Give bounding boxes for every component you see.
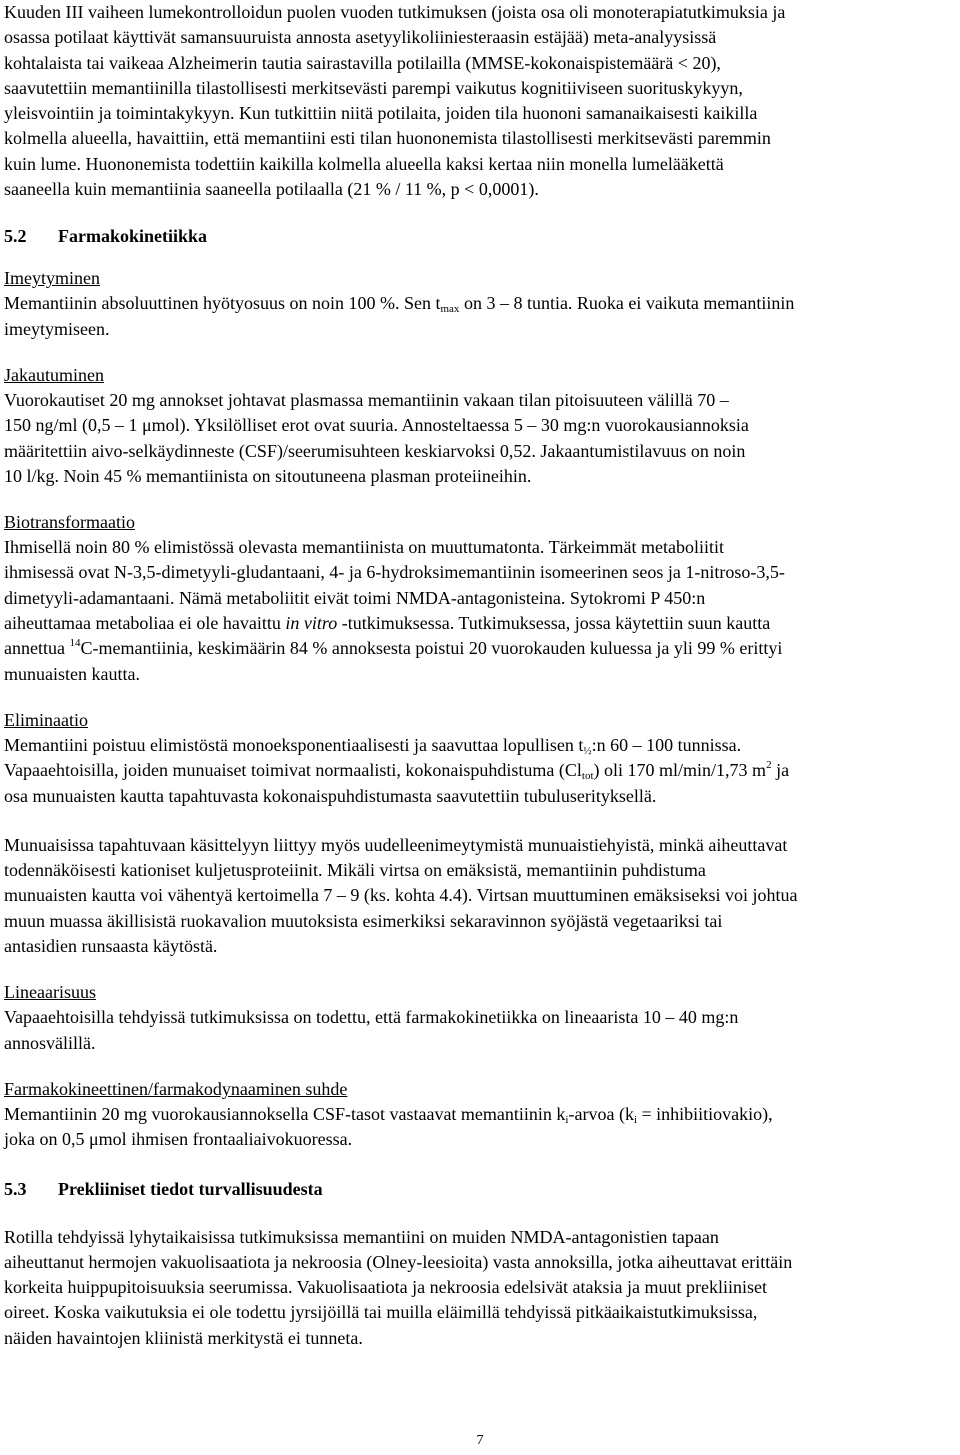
text-line: todennäköisesti kationiset kuljetusproteiinit. Mikäli virtsa on emäksistä, memantiinin puhdistuma [4, 860, 706, 881]
text-line: joka on 0,5 μmol ihmisen frontaaliaivokuoressa. [4, 1129, 353, 1150]
text-line: osa munuaisten kautta tapahtuvasta kokonaispuhdistumasta saavutettiin tubuluserityksellä. [4, 785, 657, 806]
subheading-absorption: Imeytyminen [4, 268, 100, 289]
text-line: Memantiinin 20 mg vuorokausiannoksella CSF-tasot vastaavat memantiinin $k_i$-arvoa ($k_i$ = inhibiitiovakio), [4, 1103, 773, 1126]
intro-paragraph [4, 0, 956, 202]
text-line: aiheuttanut hermojen vakuolisaatiota ja nekroosia (Olney-leesioita) vasta annoksilla, jotka aiheuttavat erittäin [4, 1251, 793, 1272]
text-line: Vuorokautiset 20 mg annokset johtavat plasmassa memantiinin vakaan tilan pitoisuuteen välillä 70 – [4, 389, 729, 410]
text-line: Memantiinin absoluuttinen hyötyosuus on noin 100 %. Sen $t_{max}$ on 3 – 8 tuntia. Ruoka ei vaikuta memantiinin [4, 293, 795, 316]
text-line: annettua $^{14}$C-memantiinia, keskimäärin 84 % annoksesta poistui 20 vuorokauden kuluessa ja yli 99 % erittyi [4, 637, 783, 659]
subheading-elimination: Eliminaatio [4, 709, 88, 730]
text-line: munuaisten kautta voi vähentyä kertoimella 7 – 9 (ks. kohta 4.4). Virtsan muuttuminen emäksiseksi voi johtua [4, 885, 798, 906]
text-line: korkeita huippupitoisuuksia seerumissa. Vakuolisaatiota ja nekroosia edelsivät ataksia ja muut prekliiniset [4, 1277, 767, 1298]
text-line: Memantiini poistuu elimistöstä monoeksponentiaalisesti ja saavuttaa lopullisen $t_{\frac{1}{2}}:n$ 60 – 100 tunnissa. [4, 734, 742, 757]
page-number: 7 [476, 1433, 484, 1448]
text-line: antasidien runsaasta käytöstä. [4, 936, 218, 957]
subheading-biotransformation: Biotransformaatio [4, 512, 135, 533]
text-line: aiheuttamaa metaboliaa ei ole havaittu in vitro -tutkimuksessa. Tutkimuksessa, jossa käytettiin suun kautta [4, 613, 771, 634]
text-line: Rotilla tehdyissä lyhytaikaisissa tutkimuksissa memantiini on muiden NMDA-antagonistien tapaan [4, 1226, 719, 1247]
text-line: Ihmisellä noin 80 % elimistössä olevasta memantiinista on muuttumatonta. Tärkeimmät metaboliitit [4, 537, 725, 558]
text-line: munuaisten kautta. [4, 663, 140, 684]
text-line: yleisvointiin ja toimintakykyyn. Kun tutkittiin niitä potilaita, joiden tila huononi samanaikaisesti kaikilla [4, 103, 758, 124]
text-line: ihmisessä ovat N-3,5-dimetyyli-gludantaani, 4- ja 6-hydroksimemantiinin isomeerinen seos ja 1-nitroso-3,5- [4, 562, 785, 583]
text-line: kuin lume. Huononemista todettiin kaikilla kolmella alueella kaksi kertaa niin monella lumelääkettä [4, 153, 724, 174]
section-heading-5-3 [4, 1177, 956, 1202]
text-line: Vapaaehtoisilla tehdyissä tutkimuksissa on todettu, että farmakokinetiikka on lineaarista 10 – 40 mg:n [4, 1007, 739, 1028]
section-title: Prekliiniset tiedot turvallisuudesta [58, 1178, 323, 1199]
text-line: muun muassa äkillisistä ruokavalion muutoksista esimerkiksi sekaravinnon syöjästä vegetaariksi tai [4, 910, 723, 931]
text-line: kolmella alueella, havaittiin, että memantiini esti tilan huononemista tilastollisesti merkitsevästi paremmin [4, 128, 771, 149]
text-line: dimetyyli-adamantaani. Nämä metaboliitit eivät toimi NMDA-antagonisteina. Sytokromi P 450:n [4, 587, 706, 608]
text-line: imeytymiseen. [4, 318, 110, 339]
text-line: kohtalaista tai vaikeaa Alzheimerin tautia sairastavilla potilailla (MMSE-kokonaispistemäärä < 20), [4, 52, 721, 73]
text-line: Kuuden III vaiheen lumekontrolloidun puolen vuoden tutkimuksen (joista osa oli monoterapiatutkimuksia ja [4, 2, 786, 22]
document-page [4, 0, 956, 1351]
text-line: osassa potilaat käyttivät samansuuruista annosta asetyylikoliiniesteraasin estäjää) meta-analyysissä [4, 27, 717, 48]
section-number: 5.3 [4, 1178, 27, 1199]
text-line: saavutettiin memantiinilla tilastollisesti merkitsevästi parempi vaikutus kognitiiviseen suorituskykyyn, [4, 77, 743, 98]
subheading-pk-pd: Farmakokineettinen/farmakodynaaminen suhde [4, 1078, 348, 1099]
section-number: 5.2 [4, 226, 27, 247]
text-line: määritettiin aivo-selkäydinneste (CSF)/seerumisuhteen keskiarvoksi 0,52. Jakaantumistilavuus on noin [4, 440, 746, 461]
text-line: saaneella kuin memantiinia saaneella potilaalla (21 % / 11 %, p < 0,0001). [4, 179, 539, 200]
subheading-linearity: Lineaarisuus [4, 982, 96, 1003]
subheading-distribution: Jakautuminen [4, 364, 104, 385]
text-line: näiden havaintojen kliinistä merkitystä ei tunneta. [4, 1327, 363, 1348]
text-line: Vapaaehtoisilla, joiden munuaiset toimivat normaalisti, kokonaispuhdistuma $(Cl_{tot})$ oli 170 ml/min/1,73 $m^2$ ja [4, 759, 790, 783]
text-line: annosvälillä. [4, 1032, 96, 1053]
section-heading-5-2 [4, 224, 956, 249]
section-title: Farmakokinetiikka [58, 226, 208, 247]
text-line: oireet. Koska vaikutuksia ei ole todettu jyrsijöillä tai muilla eläimillä tehdyissä pitkäaikaistutkimuksissa, [4, 1302, 758, 1323]
text-line: Munuaisissa tapahtuvaan käsittelyyn liittyy myös uudelleenimeytymistä munuaistiehyistä, minkä aiheuttavat [4, 834, 788, 855]
text-line: 150 ng/ml (0,5 – 1 μmol). Yksilölliset erot ovat suuria. Annosteltaessa 5 – 30 mg:n vuorokausiannoksia [4, 415, 749, 436]
text-line: 10 l/kg. Noin 45 % memantiinista on sitoutuneena plasman proteiineihin. [4, 465, 532, 486]
